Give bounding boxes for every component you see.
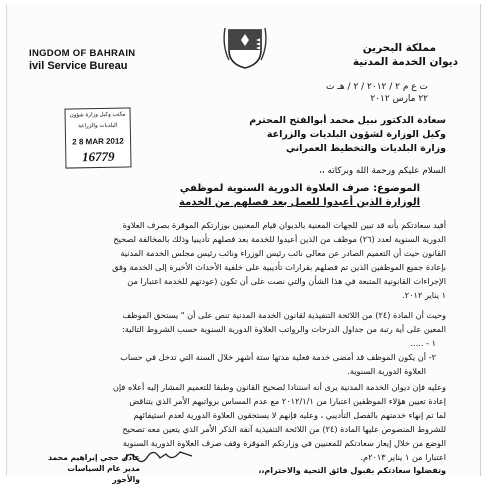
header-ar-line1: مملكة البحرين (362, 42, 436, 54)
p3-line: اعتبارا من ١ يناير ٢٠١٣م. (360, 452, 446, 462)
stamp-line1: مكتب وكيل وزارة شؤون (69, 111, 126, 119)
stamp-line2: البلديات والزراعة (78, 122, 118, 130)
addressee (147, 114, 446, 156)
p1-line: الدورية السنوية لعدد (٢٦) موظف من الذين أعيدوا للخدمة بعد فصلهم تأديبيا وذلك بالمخالفة لصحيح (113, 234, 446, 244)
signatory-block (40, 452, 140, 485)
p2-item: العلاوة الدورية السنوية. (347, 366, 426, 376)
closing: وتفضلوا سعادتكم بقبول فائق التحية والاحترام،، (258, 466, 446, 475)
paragraph-2 (33, 308, 446, 378)
p3-line: الوضع من خلال إيعاز سعادتكم للمعنيين في وزارتكم الموقرة وقف صرف العلاوة الدورية السنوية (122, 438, 446, 448)
addressee-line2: وكيل الوزارة لشؤون البلديات والزراعة (266, 129, 446, 140)
stamp-date: 2 8 MAR 2012 (72, 136, 124, 147)
signatory-title: مدير عام السياسات والأجور (67, 464, 140, 484)
signatory-name: عادل حجي إبراهيم محمد (48, 453, 140, 462)
header-ar-line2: ديوان الخدمة المدنية (352, 56, 458, 68)
stamp-number: 16779 (81, 148, 115, 165)
p1-line: ١ يناير ٢٠١٢. (402, 290, 446, 300)
p3-line: إعادة تعيين هؤلاء الموظفين اعتبارا من ٢٠١٢/١/١ مع عدم المساس برواتبهم الأمر الذي يتناقض (129, 396, 446, 406)
p1-line: أفيد سعادتكم بأنه قد تبين للجهات المعنية بالديوان قيام المعنيين بوزارتكم الموقرة بصرف العلاوة (122, 220, 446, 230)
paragraph-1 (33, 218, 446, 302)
subject-line2: الوزارة الذين أعيدوا للعمل بعد فصلهم من الخدمة (179, 197, 420, 208)
addressee-line1: سعادة الدكتور نبيل محمد أبوالفتح المحترم (249, 115, 446, 126)
p3-line: للشروط المنصوص عليها المادة (٢٤) من اللائحة التنفيذية آنفة الذكر الأمر الذي يتعين معه تصحيح (122, 424, 446, 434)
header-en-line1: INGDOM OF BAHRAIN (29, 48, 136, 59)
subject-line1: الموضوع: صرف العلاوة الدورية السنوية لموظفي (179, 183, 420, 194)
reference-date: ٢٢ مارس ٢٠١٢ (370, 94, 428, 104)
subject (33, 182, 420, 210)
header-en-line2: ivil Service Bureau (29, 60, 128, 72)
p1-line: بإعادة جميع الموظفين الذين تم فصلهم بقرارات تأديبية على خلفية الأحداث الأخيرة إلى الخدمة وفق (112, 262, 446, 272)
greeting: السلام عليكم ورحمة الله وبركاته ،، (319, 166, 446, 176)
reference-number: ت ع م ٢ / ٢٠١٢ / ٢ / هـ ت (325, 82, 428, 92)
p1-line: القانون حيث أن التعميم الصادر عن معالي نائب رئيس الوزراء ونائب رئيس مجلس الخدمة المدنية (120, 248, 446, 258)
p2-line: المعين على أية رتبة من جداول الدرجات والرواتب العلاوة الدورية السنوية حسب الشروط التالية: (122, 324, 446, 334)
greeting-block (33, 164, 446, 178)
p3-line: وعليه فإن ديوان الخدمة المدنية يرى أنه استنادا لصحيح القانون وطبقا للتعميم المشار إليه أعلاه فإن (112, 382, 446, 392)
p2-item: ١ - ..... (410, 338, 436, 348)
received-stamp (64, 107, 131, 168)
bahrain-emblem-icon (221, 26, 269, 70)
p3-line: لما تم إنهاء خدمتهم بالفصل التأديبي ، وعليه فإنهم لا يستحقون العلاوة الدورية لعدم استيفائهم (133, 410, 446, 420)
p2-line: وحيث أن المادة (٢٤) من اللائحة التنفيذية لقانون الخدمة المدنية تنص على أن " يستحق الموظف (122, 310, 446, 320)
p1-line: الإجراءات القانونية المتبعة في هذا الشأن والتي نصت على أن تكون (عودتهم للخدمة اعتبارا من (127, 276, 446, 286)
letter-page (6, 4, 481, 476)
addressee-line3: وزارة البلديات والتخطيط العمراني (285, 143, 446, 154)
p2-item: ٢- أن يكون الموظف قد أمضى خدمة فعلية مدتها ستة أشهر خلال السنة التي تدخل في حساب (120, 352, 436, 362)
